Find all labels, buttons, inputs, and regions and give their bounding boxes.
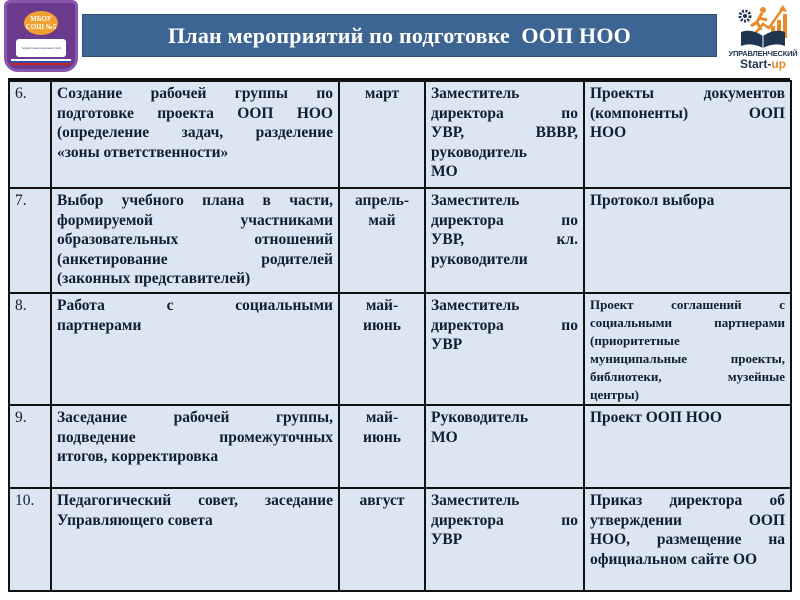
logo-text-line2: Start-up bbox=[739, 57, 786, 71]
responsible-cell-line: Заместитель bbox=[431, 297, 520, 314]
emblem-line2: СОШ №5 bbox=[25, 23, 57, 31]
activity-cell bbox=[51, 488, 339, 591]
period-cell bbox=[339, 293, 425, 405]
period-cell-line: март bbox=[364, 85, 400, 102]
title-banner bbox=[82, 14, 717, 57]
period-cell-line: август bbox=[359, 492, 405, 509]
activity-cell-line: Работа с социальными bbox=[57, 297, 333, 314]
result-cell-line: центры) bbox=[590, 387, 640, 402]
responsible-cell-line: директора по bbox=[431, 511, 578, 529]
activity-cell-line: итогов, корректировка bbox=[57, 448, 219, 465]
activity-cell-line: Заседание рабочей группы, bbox=[57, 409, 333, 426]
book-icon: территория возможностей bbox=[16, 39, 66, 57]
activity-cell-line: образовательных отношений bbox=[57, 231, 333, 248]
emblem-line1: МБОУ bbox=[30, 15, 52, 23]
result-cell-line: Проекты документов bbox=[590, 85, 785, 102]
responsible-cell bbox=[425, 81, 584, 188]
result-cell-line: (приоритетные bbox=[590, 333, 680, 348]
responsible-cell-line: директора по bbox=[431, 104, 578, 122]
activity-cell-line: партнерами bbox=[57, 316, 142, 334]
responsible-cell-line: руководитель bbox=[431, 143, 527, 161]
result-cell-line: библиотеки, музейные bbox=[590, 369, 785, 384]
activity-cell-line: Педагогический совет, заседание bbox=[57, 492, 333, 509]
table-row bbox=[9, 81, 791, 188]
activity-cell-line: подведение промежуточных bbox=[57, 428, 333, 446]
activity-cell-line: (анкетирование родителей bbox=[57, 250, 333, 268]
responsible-cell-line: Руководитель bbox=[431, 409, 529, 426]
result-cell-line: (компоненты) ООП bbox=[590, 104, 785, 122]
activity-cell bbox=[51, 81, 339, 188]
result-cell-line: НОО bbox=[590, 124, 627, 141]
school-emblem-logo bbox=[4, 0, 78, 72]
table-row bbox=[9, 488, 791, 591]
result-cell-line: социальными партнерами bbox=[590, 315, 785, 330]
activity-cell-line: «зоны ответственности» bbox=[57, 143, 229, 161]
row-number: 10. bbox=[9, 488, 51, 591]
table-row bbox=[9, 293, 791, 405]
activity-cell-line: (определение задач, разделение bbox=[57, 124, 333, 141]
responsible-cell bbox=[425, 188, 584, 293]
result-cell bbox=[584, 488, 791, 591]
responsible-cell-line: директора по bbox=[431, 316, 578, 334]
responsible-cell-line: УВР bbox=[431, 531, 463, 548]
responsible-cell-line: руководители bbox=[431, 250, 528, 268]
period-cell bbox=[339, 81, 425, 188]
period-cell-line: апрель- bbox=[354, 192, 410, 209]
school-emblem-icon bbox=[24, 11, 58, 35]
startup-growth-icon bbox=[737, 4, 789, 48]
responsible-cell bbox=[425, 405, 584, 488]
result-cell-line: утверждении ООП bbox=[590, 511, 785, 529]
page-title: План мероприятий по подготовке ООП НОО bbox=[168, 22, 631, 48]
responsible-cell bbox=[425, 293, 584, 405]
responsible-cell bbox=[425, 488, 584, 591]
activity-cell-line: Создание рабочей группы по bbox=[57, 85, 333, 102]
responsible-cell-line: МО bbox=[431, 163, 458, 180]
result-cell-line: Проект ООП НОО bbox=[590, 409, 722, 426]
activity-cell bbox=[51, 293, 339, 405]
logo-text-line1: УПРАВЛЕНЧЕСКИЙ bbox=[728, 49, 798, 58]
responsible-cell-line: Заместитель bbox=[431, 85, 520, 102]
activity-cell-line: подготовке проекта ООП НОО bbox=[57, 104, 333, 122]
result-cell bbox=[584, 405, 791, 488]
period-cell-line: май- bbox=[365, 409, 399, 426]
activity-cell-line: Выбор учебного плана в части, bbox=[57, 192, 333, 209]
result-cell-line: муниципальные проекты, bbox=[590, 351, 785, 366]
table-row bbox=[9, 188, 791, 293]
period-cell-line: май bbox=[368, 211, 396, 229]
startup-logo bbox=[728, 2, 798, 78]
result-cell-line: НОО, размещение на bbox=[590, 531, 785, 548]
row-number: 8. bbox=[9, 293, 51, 405]
responsible-cell-line: Заместитель bbox=[431, 492, 520, 509]
period-cell-line: май- bbox=[365, 297, 399, 314]
row-number: 6. bbox=[9, 81, 51, 188]
row-number: 9. bbox=[9, 405, 51, 488]
period-cell bbox=[339, 188, 425, 293]
responsible-cell-line: директора по bbox=[431, 211, 578, 229]
activity-cell bbox=[51, 188, 339, 293]
activity-cell-line: формируемой участниками bbox=[57, 211, 333, 229]
result-cell-line: Протокол выбора bbox=[590, 192, 715, 209]
table-row bbox=[9, 405, 791, 488]
result-cell bbox=[584, 188, 791, 293]
responsible-cell-line: Заместитель bbox=[431, 192, 520, 209]
result-cell-line: Проект соглашений с bbox=[590, 297, 785, 312]
activity-cell bbox=[51, 405, 339, 488]
events-plan-table bbox=[8, 80, 792, 592]
period-cell-line: июнь bbox=[363, 316, 401, 334]
period-cell bbox=[339, 405, 425, 488]
period-cell bbox=[339, 488, 425, 591]
responsible-cell-line: УВР bbox=[431, 336, 463, 353]
result-cell bbox=[584, 81, 791, 188]
responsible-cell-line: МО bbox=[431, 428, 458, 446]
period-cell-line: июнь bbox=[363, 428, 401, 446]
result-cell-line: Приказ директора об bbox=[590, 492, 785, 509]
row-number: 7. bbox=[9, 188, 51, 293]
activity-cell-line: Управляющего совета bbox=[57, 511, 213, 529]
result-cell bbox=[584, 293, 791, 405]
flag-ribbon-icon bbox=[11, 59, 71, 65]
activity-cell-line: (законных представителей) bbox=[57, 270, 251, 287]
result-cell-line: официальном сайте ОО bbox=[590, 550, 758, 568]
responsible-cell-line: УВР, ВВВР, bbox=[431, 124, 578, 141]
responsible-cell-line: УВР, кл. bbox=[431, 231, 578, 248]
